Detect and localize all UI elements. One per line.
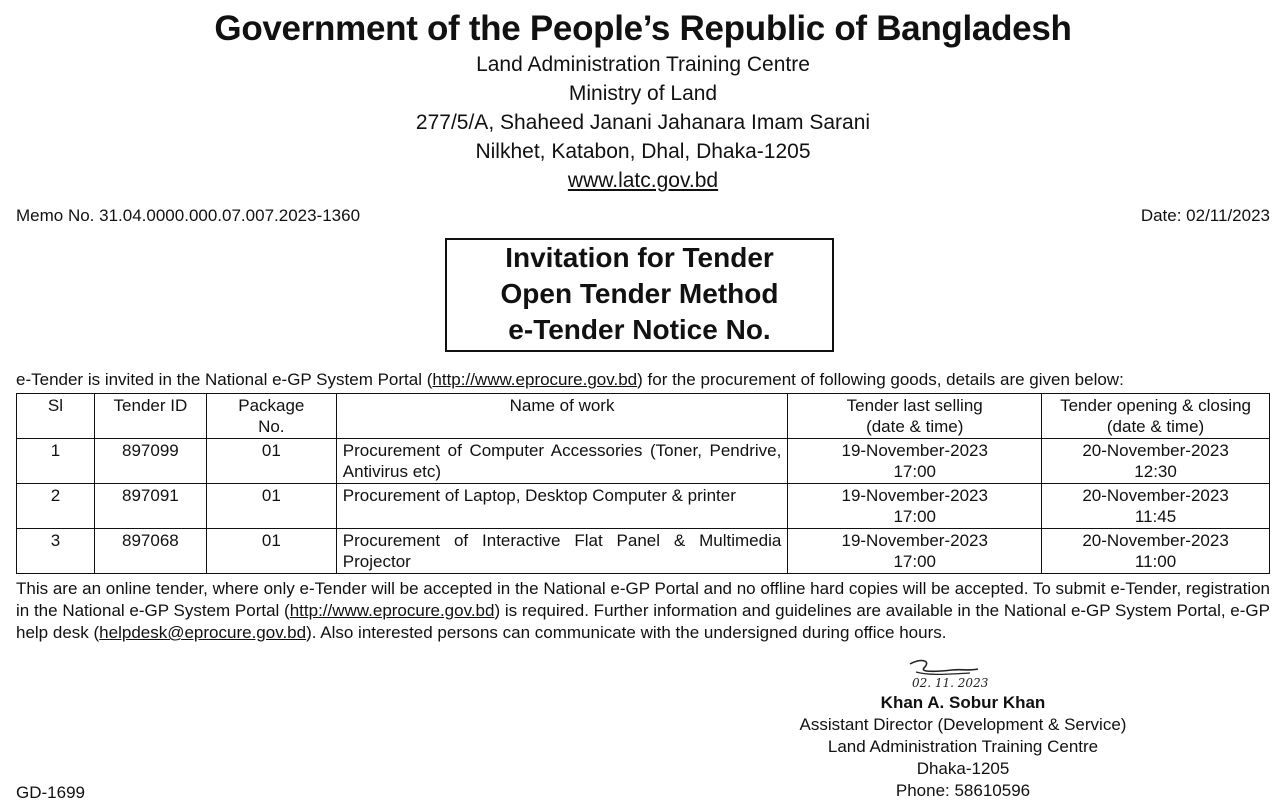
cell-package: 01 <box>206 484 336 529</box>
handwritten-signature <box>900 654 1030 690</box>
table-header-row <box>17 394 1270 439</box>
cell-sl: 3 <box>17 529 95 574</box>
cell-tender-id: 897099 <box>94 439 206 484</box>
col-header-opening-line-1: Tender opening & closing <box>1060 396 1252 415</box>
footer-text-2: ) is required. Further information and guidelines are available in the National e-GP System Portal, e-GP help desk ( <box>16 601 1270 642</box>
address-line-1: 277/5/A, Shaheed Janani Jahanara Imam Sarani <box>415 111 871 134</box>
table-row <box>17 484 1270 529</box>
cell-opening-date: 20-November-2023 <box>1082 486 1229 505</box>
cell-tender-id: 897068 <box>94 529 206 574</box>
intro-text-before: e-Tender is invited in the National e-GP System Portal ( <box>16 370 433 389</box>
col-header-selling-line-2: (date & time) <box>866 417 964 436</box>
notice-date: Date: 02/11/2023 <box>1140 206 1270 225</box>
cell-opening <box>1042 439 1270 484</box>
col-header-opening <box>1042 394 1270 439</box>
eprocure-link[interactable]: http://www.eprocure.gov.bd <box>432 370 638 389</box>
ministry-name: Ministry of Land <box>568 82 718 105</box>
gd-number: GD-1699 <box>16 783 85 802</box>
signatory-name: Khan A. Sobur Khan <box>880 693 1046 712</box>
table-row <box>17 439 1270 484</box>
cell-selling <box>788 484 1042 529</box>
cell-selling-time: 17:00 <box>893 552 936 571</box>
tender-table <box>16 393 1270 574</box>
eprocure-link-footer[interactable]: http://www.eprocure.gov.bd <box>289 601 495 620</box>
signatory-block <box>780 692 1146 802</box>
cell-opening <box>1042 484 1270 529</box>
col-header-selling-line-1: Tender last selling <box>846 396 983 415</box>
cell-opening-time: 11:45 <box>1134 507 1177 526</box>
cell-selling-date: 19-November-2023 <box>841 441 988 460</box>
cell-tender-id: 897091 <box>94 484 206 529</box>
cell-name-of-work: Procurement of Interactive Flat Panel & Multimedia Projector <box>336 529 788 574</box>
cell-selling-date: 19-November-2023 <box>841 486 988 505</box>
col-header-tender-id: Tender ID <box>94 394 206 439</box>
cell-selling-date: 19-November-2023 <box>841 531 988 550</box>
signatory-designation: Assistant Director (Development & Service) <box>799 715 1127 734</box>
col-header-sl: Sl <box>17 394 95 439</box>
address-line-2: Nilkhet, Katabon, Dhal, Dhaka-1205 <box>475 140 811 163</box>
letterhead <box>0 8 1286 195</box>
cell-sl: 1 <box>17 439 95 484</box>
signatory-org: Land Administration Training Centre <box>827 737 1099 756</box>
cell-package: 01 <box>206 529 336 574</box>
memo-row <box>16 206 1270 226</box>
memo-number: Memo No. 31.04.0000.000.07.007.2023-1360 <box>16 206 361 225</box>
government-title: Government of the People’s Republic of Bangladesh <box>214 9 1072 48</box>
cell-opening-time: 12:30 <box>1134 462 1177 481</box>
notice-title-line-3: e-Tender Notice No. <box>508 314 771 345</box>
col-header-selling <box>788 394 1042 439</box>
footer-text-3: ). Also interested persons can communicate with the undersigned during office hours. <box>306 623 947 642</box>
cell-opening <box>1042 529 1270 574</box>
cell-selling <box>788 439 1042 484</box>
signatory-city: Dhaka-1205 <box>916 759 1010 778</box>
website-link[interactable]: www.latc.gov.bd <box>567 169 719 192</box>
cell-opening-time: 11:00 <box>1134 552 1177 571</box>
signatory-phone: Phone: 58610596 <box>895 781 1031 800</box>
intro-paragraph <box>16 370 1124 390</box>
cell-opening-date: 20-November-2023 <box>1082 531 1229 550</box>
table-row <box>17 529 1270 574</box>
col-header-opening-line-2: (date & time) <box>1106 417 1205 436</box>
footer-text-1: This are an online tender, where only e-Tender will be accepted in the National e-GP Portal and no offline hard copies will be accepted. To submit e-Tender, registration in the National e-GP System Portal ( <box>16 579 1271 620</box>
col-header-name: Name of work <box>336 394 788 439</box>
cell-package: 01 <box>206 439 336 484</box>
helpdesk-email-link[interactable]: helpdesk@eprocure.gov.bd <box>99 623 307 642</box>
cell-opening-date: 20-November-2023 <box>1082 441 1229 460</box>
cell-selling <box>788 529 1042 574</box>
col-header-package-line-2: No. <box>258 417 285 436</box>
org-name: Land Administration Training Centre <box>476 53 810 76</box>
footer-paragraph <box>16 578 1270 644</box>
cell-sl: 2 <box>17 484 95 529</box>
cell-selling-time: 17:00 <box>893 507 936 526</box>
intro-text-after: ) for the procurement of following goods, details are given below: <box>637 370 1124 389</box>
signature-date: 02. 11. 2023 <box>912 676 989 690</box>
notice-title-box <box>445 238 834 352</box>
cell-name-of-work: Procurement of Laptop, Desktop Computer & printer <box>336 484 788 529</box>
col-header-package-line-1: Package <box>238 396 305 415</box>
notice-title-line-2: Open Tender Method <box>500 278 779 309</box>
col-header-package <box>206 394 336 439</box>
notice-title-line-1: Invitation for Tender <box>505 242 774 273</box>
cell-selling-time: 17:00 <box>893 462 936 481</box>
cell-name-of-work: Procurement of Computer Accessories (Toner, Pendrive, Antivirus etc) <box>336 439 788 484</box>
